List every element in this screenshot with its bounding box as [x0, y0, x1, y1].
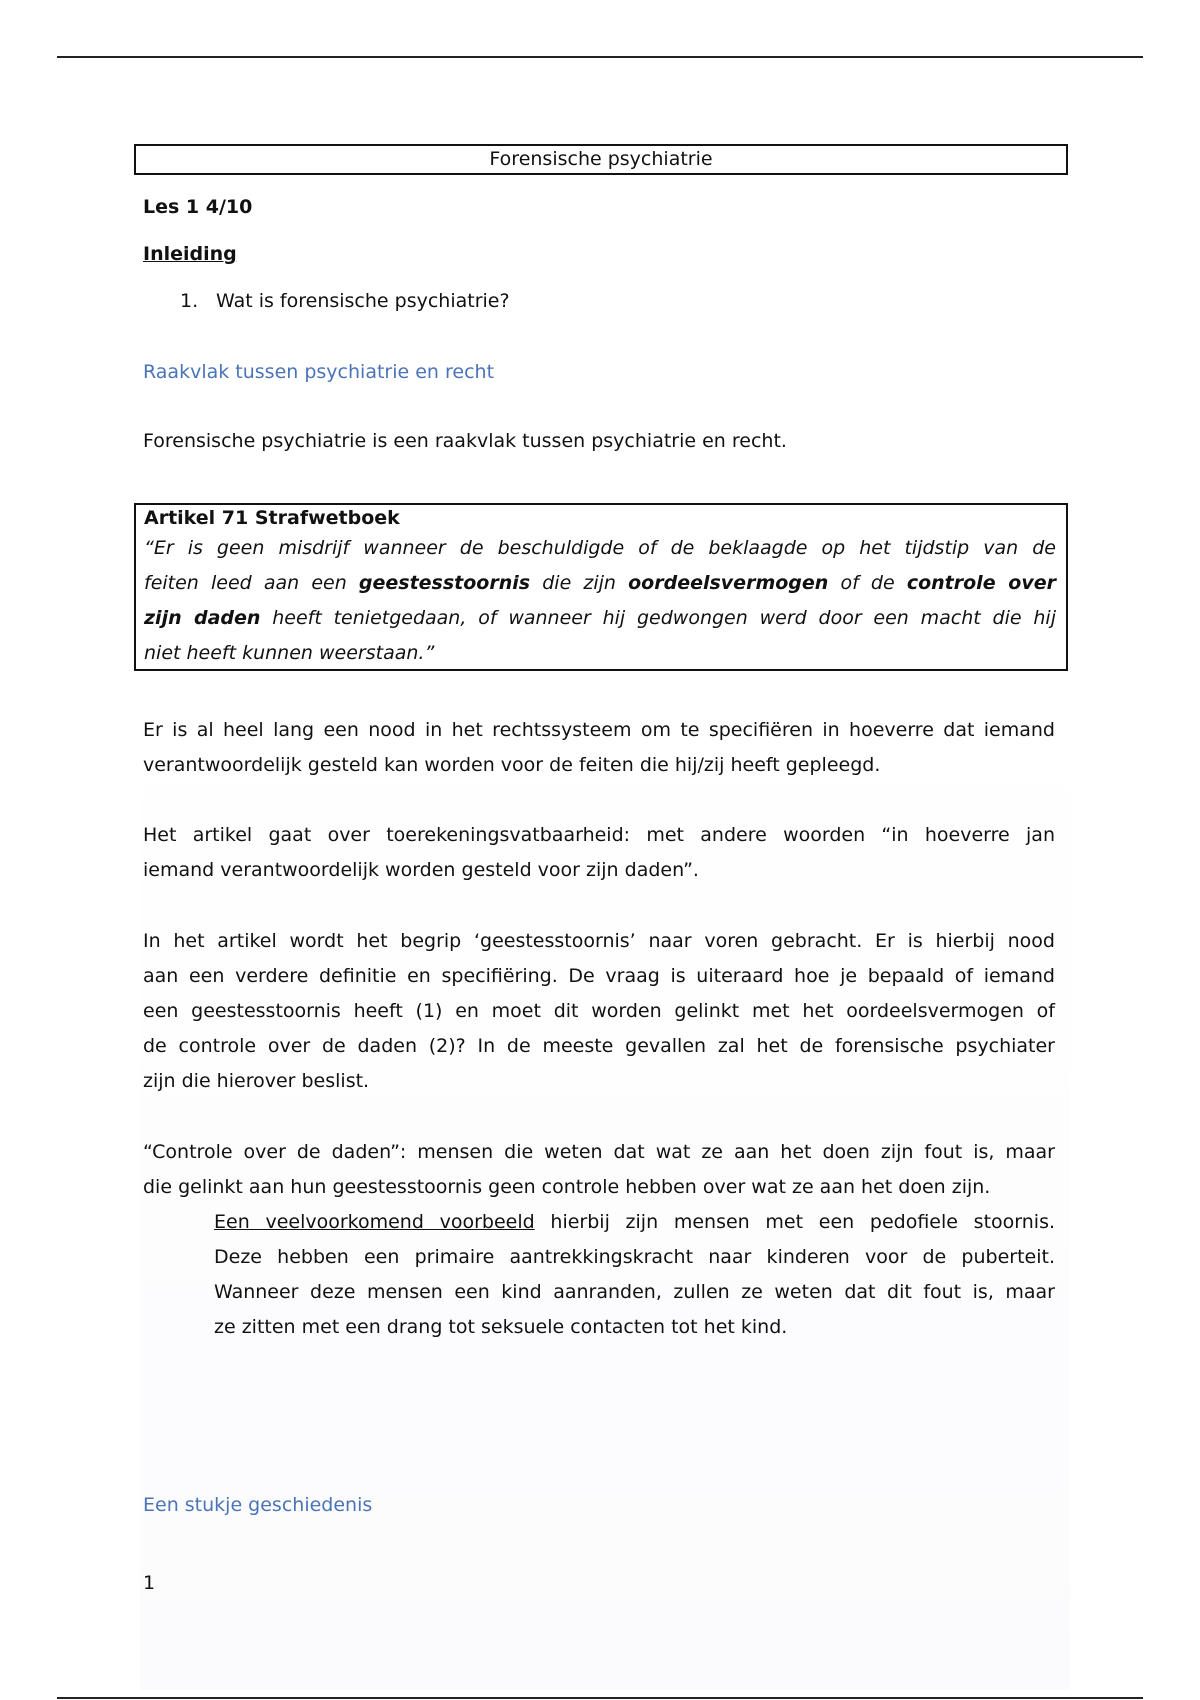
- bottom-rule: [57, 1697, 1143, 1699]
- example-line: Wanneer deze mensen een kind aanranden, zullen ze weten dat dit fout is, maar: [214, 1281, 1055, 1303]
- document-title: Forensische psychiatrie: [134, 144, 1068, 175]
- subheading-geschiedenis: Een stukje geschiedenis: [143, 1494, 373, 1516]
- article-box: [134, 503, 1068, 671]
- lesson-label: Les 1 4/10: [143, 196, 253, 218]
- paragraph-3: [143, 924, 1055, 1099]
- paragraph-line: iemand verantwoordelijk worden gesteld voor zijn daden”.: [143, 859, 699, 881]
- article-line: “Er is geen misdrijf wanneer de beschuldigde of de beklaagde op het tijdstip van de: [144, 537, 1056, 559]
- list-number: 1.: [180, 290, 199, 312]
- paragraph-line: die gelinkt aan hun geestesstoornis geen controle hebben over wat ze aan het doen zijn.: [143, 1176, 991, 1198]
- paragraph-4: [143, 1135, 1055, 1205]
- article-line: zijn daden heeft tenietgedaan, of wanneer hij gedwongen werd door een macht die hij: [144, 607, 1056, 629]
- example-line: Een veelvoorkomend voorbeeld hierbij zijn mensen met een pedofiele stoornis.: [214, 1211, 1056, 1233]
- section-heading: Inleiding: [143, 243, 237, 265]
- page-number: 1: [143, 1572, 156, 1594]
- numbered-list: [180, 290, 510, 312]
- subheading-raakvlak: Raakvlak tussen psychiatrie en recht: [143, 361, 495, 383]
- example-line: ze zitten met een drang tot seksuele contacten tot het kind.: [214, 1316, 788, 1338]
- paragraph-line: Het artikel gaat over toerekeningsvatbaarheid: met andere woorden “in hoeverre jan: [143, 824, 1055, 846]
- paragraph-line: verantwoordelijk gesteld kan worden voor de feiten die hij/zij heeft gepleegd.: [143, 754, 881, 776]
- example-block: [214, 1205, 1055, 1345]
- example-label: Een veelvoorkomend voorbeeld: [214, 1211, 535, 1233]
- paragraph-1: [143, 713, 1055, 783]
- top-rule: [57, 56, 1143, 58]
- list-item: Wat is forensische psychiatrie?: [216, 290, 510, 312]
- paragraph-line: Er is al heel lang een nood in het rechtssysteem om te specifiëren in hoeverre dat iemand: [143, 719, 1055, 741]
- paragraph-2: [143, 818, 1055, 888]
- paragraph-line: “Controle over de daden”: mensen die weten dat wat ze aan het doen zijn fout is, maar: [143, 1141, 1055, 1163]
- intro-sentence: Forensische psychiatrie is een raakvlak tussen psychiatrie en recht.: [143, 430, 787, 452]
- paragraph-line: aan een verdere definitie en specifiëring. De vraag is uiteraard hoe je bepaald of iemand: [143, 965, 1055, 987]
- example-line: Deze hebben een primaire aantrekkingskracht naar kinderen voor de puberteit.: [214, 1246, 1055, 1268]
- paragraph-line: In het artikel wordt het begrip ‘geestesstoornis’ naar voren gebracht. Er is hierbij nood: [143, 930, 1055, 952]
- article-quote: [144, 531, 1056, 671]
- paragraph-line: zijn die hierover beslist.: [143, 1070, 370, 1092]
- article-title: Artikel 71 Strafwetboek: [144, 507, 400, 529]
- paragraph-line: de controle over de daden (2)? In de meeste gevallen zal het de forensische psychiater: [143, 1035, 1055, 1057]
- article-line: niet heeft kunnen weerstaan.”: [144, 642, 435, 664]
- paragraph-line: een geestesstoornis heeft (1) en moet dit worden gelinkt met het oordeelsvermogen of: [143, 1000, 1055, 1022]
- article-line: feiten leed aan een geestesstoornis die zijn oordeelsvermogen of de controle over: [144, 572, 1056, 594]
